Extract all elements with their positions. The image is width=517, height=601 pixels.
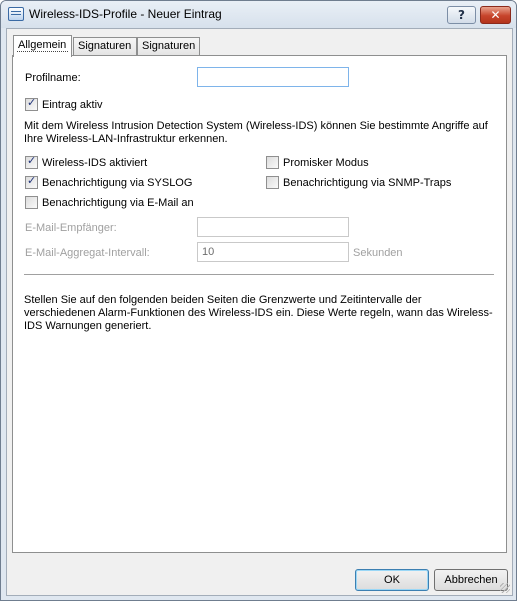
title-bar[interactable]	[1, 1, 516, 28]
tab-allgemein[interactable]: Allgemein	[13, 35, 72, 57]
wids-active-label: Wireless-IDS aktiviert	[42, 156, 148, 169]
entry-active-checkbox[interactable]	[25, 98, 103, 111]
promiscuous-mode-checkbox[interactable]	[266, 156, 369, 169]
profile-name-input[interactable]	[197, 67, 349, 87]
checkmark-icon: ✓	[27, 96, 37, 109]
checkbox-box	[25, 176, 38, 189]
resize-grip[interactable]	[500, 583, 510, 593]
intro-text: Mit dem Wireless Intrusion Detection System (Wireless-IDS) können Sie bestimmte Angriffe auf Ihre Wireless-LAN-Infrastruktur erkennen.	[24, 120, 488, 145]
window-app-icon	[8, 7, 24, 21]
email-interval-unit: Sekunden	[353, 247, 403, 259]
checkbox-box	[25, 196, 38, 209]
checkmark-icon: ✓	[27, 154, 37, 167]
wids-active-checkbox[interactable]	[25, 156, 147, 169]
notify-snmp-label: Benachrichtigung via SNMP-Traps	[283, 176, 452, 189]
checkbox-box	[25, 156, 38, 169]
ok-button[interactable]: OK	[355, 569, 429, 591]
checkbox-box	[266, 176, 279, 189]
notify-syslog-label: Benachrichtigung via SYSLOG	[42, 176, 193, 189]
promiscuous-mode-label: Promisker Modus	[283, 156, 369, 169]
email-recipient-label: E-Mail-Empfänger:	[25, 222, 117, 234]
tab-panel-allgemein	[12, 55, 507, 553]
profile-name-label: Profilname:	[25, 72, 81, 84]
notify-email-checkbox[interactable]	[25, 196, 194, 209]
footer-text: Stellen Sie auf den folgenden beiden Seiten die Grenzwerte und Zeitintervalle der verschiedenen Alarm-Funktionen des Wireless-IDS ein. Diese Werte regeln, wann das Wireless-IDS Warnungen generiert.	[24, 294, 493, 332]
cancel-button[interactable]: Abbrechen	[434, 569, 508, 591]
notify-syslog-checkbox[interactable]	[25, 176, 192, 189]
email-interval-input[interactable]	[197, 242, 349, 262]
email-interval-label: E-Mail-Aggregat-Intervall:	[25, 247, 150, 259]
dialog-client-area	[6, 28, 513, 596]
checkbox-box	[266, 156, 279, 169]
help-button[interactable]: ?	[447, 6, 476, 24]
window-title: Wireless-IDS-Profile - Neuer Eintrag	[29, 7, 222, 21]
entry-active-label: Eintrag aktiv	[42, 98, 103, 111]
tab-signaturen-2[interactable]: Signaturen	[137, 37, 200, 55]
close-button[interactable]: ✕	[480, 6, 511, 24]
notify-email-label: Benachrichtigung via E-Mail an	[42, 196, 194, 209]
tab-signaturen-1[interactable]: Signaturen	[73, 37, 137, 55]
email-recipient-input[interactable]	[197, 217, 349, 237]
checkmark-icon: ✓	[27, 174, 37, 187]
checkbox-box	[25, 98, 38, 111]
separator-line	[24, 274, 494, 276]
notify-snmp-checkbox[interactable]	[266, 176, 451, 189]
